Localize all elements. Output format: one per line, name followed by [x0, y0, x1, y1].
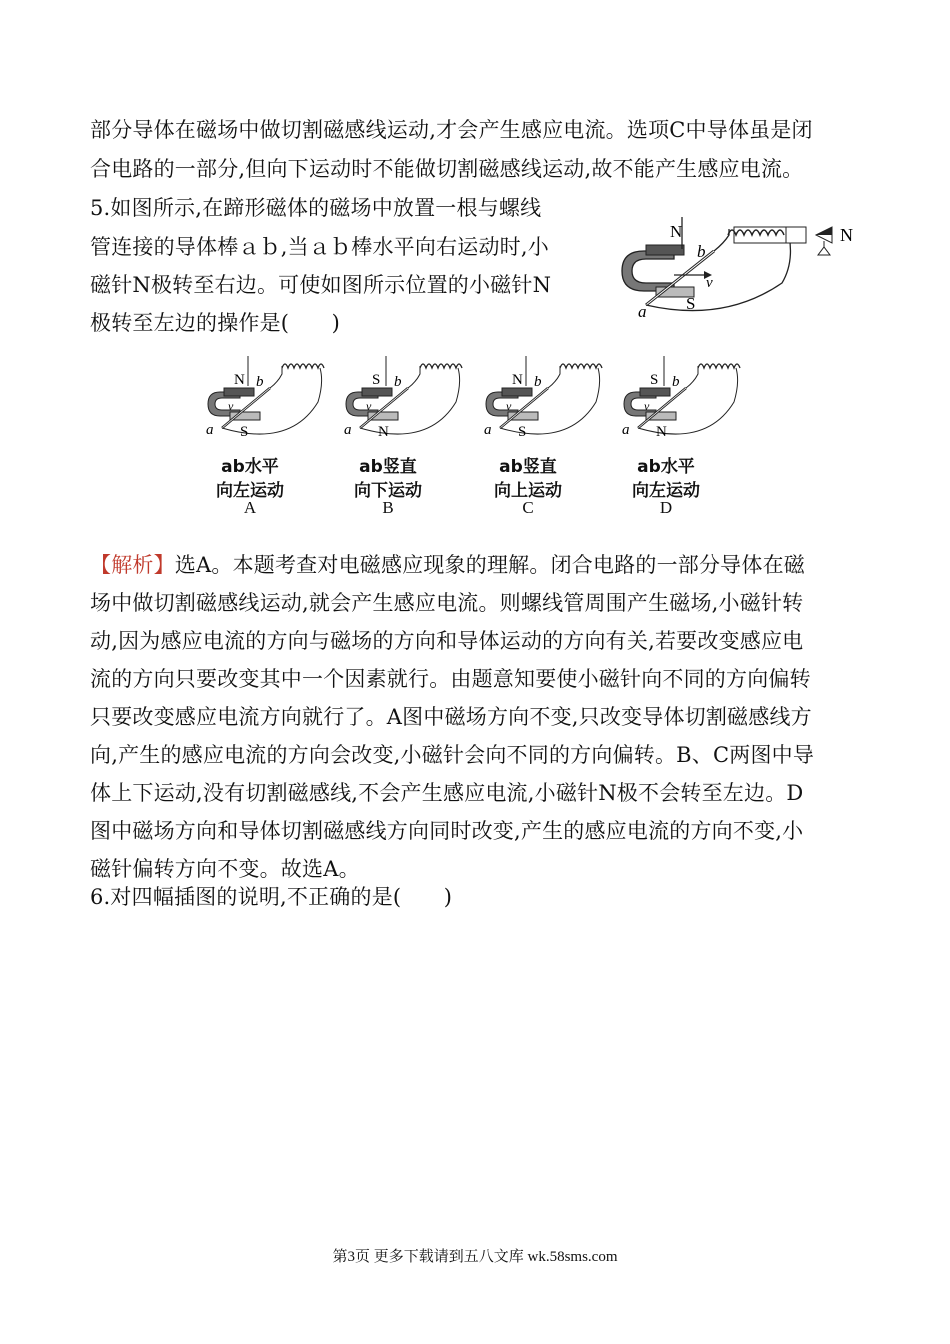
option-caption: ab水平 — [221, 457, 279, 477]
rod-end-a-label: a — [206, 422, 214, 438]
analysis-line: 磁针偏转方向不变。故选A。 — [90, 857, 360, 881]
velocity-label: v — [706, 275, 713, 291]
question-5-line: 管连接的导体棒ａｂ,当ａｂ棒水平向右运动时,小 — [90, 235, 549, 259]
option-caption: 向左运动 — [632, 481, 700, 501]
top-pole-label: S — [650, 372, 659, 388]
pole-s-label: S — [686, 294, 696, 313]
analysis-line — [90, 550, 805, 580]
paragraph-line: 部分导体在磁场中做切割磁感线运动,才会产生感应电流。选项C中导体虽是闭 — [90, 118, 813, 142]
analysis-line: 图中磁场方向和导体切割磁感线方向同时改变,产生的感应电流的方向不变,小 — [90, 819, 804, 843]
question-5-line: 磁针N极转至右边。可使如图所示位置的小磁针N — [90, 273, 552, 297]
option-caption: 向左运动 — [216, 481, 284, 501]
rod-end-b-label: b — [672, 374, 680, 390]
option-letter: D — [659, 498, 673, 517]
question-5-line: 极转至左边的操作是( ) — [90, 311, 340, 335]
compass-n-label: N — [840, 225, 853, 245]
option-caption: 向上运动 — [494, 481, 562, 501]
analysis-line: 向,产生的感应电流的方向会改变,小磁针会向不同的方向偏转。B、C两图中导 — [90, 743, 815, 767]
question-6: 6.对四幅插图的说明,不正确的是( ) — [90, 885, 453, 909]
option-caption: ab竖直 — [359, 457, 417, 477]
option-letter: A — [243, 498, 257, 517]
bottom-pole-label: N — [656, 424, 667, 440]
main-figure — [604, 213, 864, 323]
option-letter: B — [382, 498, 394, 517]
option-caption: ab竖直 — [499, 457, 557, 477]
rod-end-b-label: b — [534, 374, 542, 390]
velocity-label: v — [228, 399, 234, 413]
rod-end-a-label: a — [638, 302, 647, 321]
analysis-line: 场中做切割磁感线运动,就会产生感应电流。则螺线管周围产生磁场,小磁针转 — [90, 591, 804, 615]
bottom-pole-label: S — [518, 424, 527, 440]
rod-end-a-label: a — [344, 422, 352, 438]
velocity-label: v — [366, 399, 372, 413]
velocity-label: v — [506, 399, 512, 413]
page-footer: 第3页 更多下载请到五八文库 wk.58sms.com — [332, 1249, 618, 1265]
analysis-line: 只要改变感应电流方向就行了。A图中磁场方向不变,只改变导体切割磁感线方 — [90, 705, 812, 729]
rod-end-a-label: a — [484, 422, 492, 438]
rod-end-b-label: b — [256, 374, 264, 390]
option-letter: C — [522, 498, 534, 517]
option-a — [200, 352, 330, 522]
option-d — [616, 352, 746, 522]
bottom-pole-label: N — [378, 424, 389, 440]
top-pole-label: N — [234, 372, 245, 388]
bottom-pole-label: S — [240, 424, 249, 440]
pole-n-label: N — [670, 222, 683, 241]
top-pole-label: S — [372, 372, 381, 388]
options-figure — [200, 352, 760, 522]
analysis-line: 体上下运动,没有切割磁感线,不会产生感应电流,小磁针N极不会转至左边。D — [90, 781, 804, 805]
analysis-line: 动,因为感应电流的方向与磁场的方向和导体运动的方向有关,若要改变感应电 — [90, 629, 804, 653]
rod-end-b-label: b — [394, 374, 402, 390]
option-caption: ab水平 — [637, 457, 695, 477]
rod-end-b-label: b — [697, 242, 706, 261]
analysis-tag: 【解析】 — [90, 553, 175, 577]
option-caption: 向下运动 — [354, 481, 422, 501]
top-pole-label: N — [512, 372, 523, 388]
analysis-text: 选A。本题考查对电磁感应现象的理解。闭合电路的一部分导体在磁 — [174, 553, 805, 577]
paragraph-line: 合电路的一部分,但向下运动时不能做切割磁感线运动,故不能产生感应电流。 — [90, 157, 804, 181]
question-5-line: 5.如图所示,在蹄形磁体的磁场中放置一根与螺线 — [90, 196, 542, 220]
rod-end-a-label: a — [622, 422, 630, 438]
option-b — [338, 352, 468, 522]
option-c — [478, 352, 608, 522]
velocity-label: v — [644, 399, 650, 413]
analysis-line: 流的方向只要改变其中一个因素就行。由题意知要使小磁针向不同的方向偏转 — [90, 667, 811, 691]
